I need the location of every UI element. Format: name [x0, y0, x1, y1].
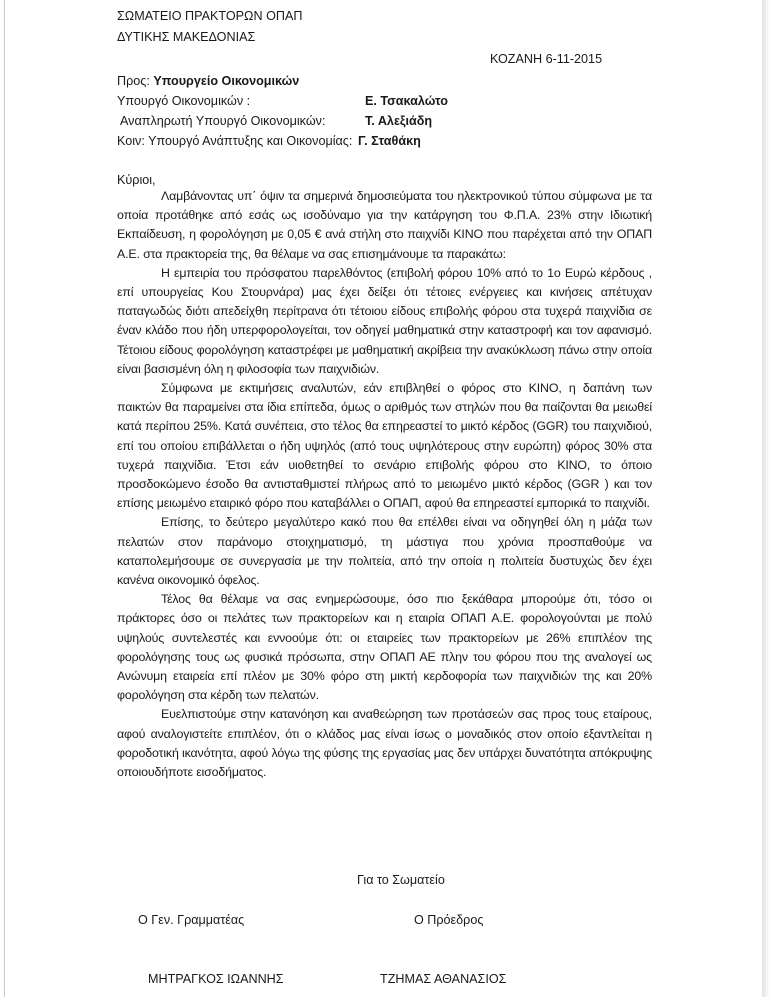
org-name-line2: ΔΥΤΙΚΗΣ ΜΑΚΕΔΟΝΙΑΣ	[117, 30, 256, 44]
signatory-title-left: Ο Γεν. Γραμματέας	[138, 913, 245, 927]
recipient-row-label: Υπουργό Οικονομικών :	[117, 94, 251, 108]
place-date: ΚΟΖΑΝΗ 6-11-2015	[490, 52, 603, 66]
recipient-row-name: Τ. Αλεξιάδη	[365, 114, 433, 128]
recipient-to	[117, 74, 299, 88]
body-paragraph: Η εμπειρία του πρόσφατου παρελθόντος (επιβολή φόρου 10% από το 1ο Ευρώ κέρδους , επί υπουργείας Κου Στουρνάρα) μας έχει δείξει ότι τέτοιες ενέργειες και κινήσεις απέτυχαν παταγωδώς διότι απεδείχθη περίτρανα ότι τέτοιου είδους επιβολής φόρου στα τυχερά παιχνίδια σε έναν κλάδο που ήδη υπερφορολογείται, τον οδηγεί μαθηματικά στην καταστροφή και τον αφανισμό. Τέτοιου είδους φορολόγηση καταστρέφει με μαθηματική ακρίβεια την ανακύκλωση πάνω στην οποία είναι βασισμένη όλη η φιλοσοφία των παιχνιδιών.	[117, 265, 652, 376]
signatory-title-right: Ο Πρόεδρος	[414, 913, 484, 927]
org-name-line1: ΣΩΜΑΤΕΙΟ ΠΡΑΚΤΟΡΩΝ ΟΠΑΠ	[117, 9, 303, 23]
recipient-to-value: Υπουργείο Οικονομικών	[153, 74, 300, 88]
recipient-row-name: Γ. Σταθάκη	[358, 134, 421, 148]
recipient-to-label: Προς:	[117, 74, 154, 88]
page-left-edge	[4, 0, 5, 997]
body-paragraph: Λαμβάνοντας υπ΄ όψιν τα σημερινά δημοσιεύματα του ηλεκτρονικού τύπου σύμφωνα με τα οποία προτάθηκε από εσάς ως ισοδύναμο για την κατάργηση του Φ.Π.Α. 23% στην Ιδιωτική Εκπαίδευση, η φορολόγηση με 0,05 € ανά στήλη στο παιχνίδι ΚΙΝΟ που παρέχεται από την ΟΠΑΠ Α.Ε. στα πρακτορεία της, θα θέλαμε να σας επισημάνουμε τα παρακάτω:	[117, 189, 652, 261]
recipient-row-name: Ε. Τσακαλώτο	[365, 94, 448, 108]
recipient-row-label: Αναπληρωτή Υπουργό Οικονομικών:	[120, 114, 326, 128]
body-paragraph: Επίσης, το δεύτερο μεγαλύτερο κακό που θα επέλθει είναι να οδηγηθεί όλη η μάζα των πελατών στον παράνομο στοιχηματισμό, τη μάστιγα που χρόνια προσπαθούμε να καταπολεμήσουμε σε συνεργασία με την πολιτεία, από την οποία η πολιτεία δυστυχώς δεν έχει κανένα οικονομικό όφελος.	[117, 515, 652, 588]
letter-body	[117, 187, 652, 782]
page-right-shadow	[762, 0, 770, 997]
signatory-name-right: ΤΖΗΜΑΣ ΑΘΑΝΑΣΙΟΣ	[380, 972, 507, 986]
closing-line: Για το Σωματείο	[357, 873, 445, 887]
salutation: Κύριοι,	[117, 173, 156, 187]
body-paragraph: Τέλος θα θέλαμε να σας ενημερώσουμε, όσο πιο ξεκάθαρα μπορούμε ότι, τόσο οι πράκτορες όσο οι πελάτες των πρακτορείων και η εταιρία ΟΠΑΠ Α.Ε. φορολογούνται με πολύ υψηλούς συντελεστές και εννοούμε ότι: οι εταιρείες των πρακτορείων με 26% επιπλέον της φορολόγησης τους ως φυσικά πρόσωπα, στην ΟΠΑΠ ΑΕ πλην του φόρου που της αναλογεί ως Ανώνυμη εταιρεία επί πλέον με 30% φόρο στη μικτή κερδοφορία των παιχνιδιών της και 20% φορολόγηση στα κέρδη των πελατών.	[117, 592, 652, 703]
body-paragraph: Ευελπιστούμε στην κατανόηση και αναθεώρηση των προτάσεών σας προς τους εταίρους, αφού αναλογιστείτε επιπλέον, ότι ο κλάδος μας είναι ίσως ο μοναδικός στον οποίο εξαντλείται η φοροδοτική ικανότητα, αφού λόγω της φύσης της εργασίας μας δεν υπάρχει δυνατότητα απόκρυψης οποιουδήποτε εισοδήματος.	[117, 707, 652, 780]
signatory-name-left: ΜΗΤΡΑΓΚΟΣ ΙΩΑΝΝΗΣ	[148, 972, 284, 986]
recipient-row-label: Κοιν: Υπουργό Ανάπτυξης και Οικονομίας:	[117, 134, 353, 148]
body-paragraph: Σύμφωνα με εκτιμήσεις αναλυτών, εάν επιβληθεί ο φόρος στο ΚΙΝΟ, η δαπάνη των παικτών θα παραμείνει στα ίδια επίπεδα, όμως ο αριθμός των στηλών που θα παίζονται θα μειωθεί κατά περίπου 25%. Κατά συνέπεια, στο τέλος θα επηρεαστεί το μικτό κέρδος (GGR) του παιχνιδιού, επί του οποίου επιβάλλεται ο ήδη υψηλός (από τους υψηλότερους στην ευρώπη) φόρος 30% στα τυχερά παιχνίδια. Έτσι εάν υιοθετηθεί το σενάριο επιβολής φόρου στο ΚΙΝΟ, το όποιο προσδοκώμενο έσοδο θα αντισταθμιστεί πλήρως από το μειωμένο μικτό κέρδος (GGR ) και τον επίσης μειωμένο εταιρικό φόρο που καταβάλλει ο ΟΠΑΠ, αφού θα επηρεαστεί εμπορικά το παιχνίδι.	[117, 381, 652, 511]
